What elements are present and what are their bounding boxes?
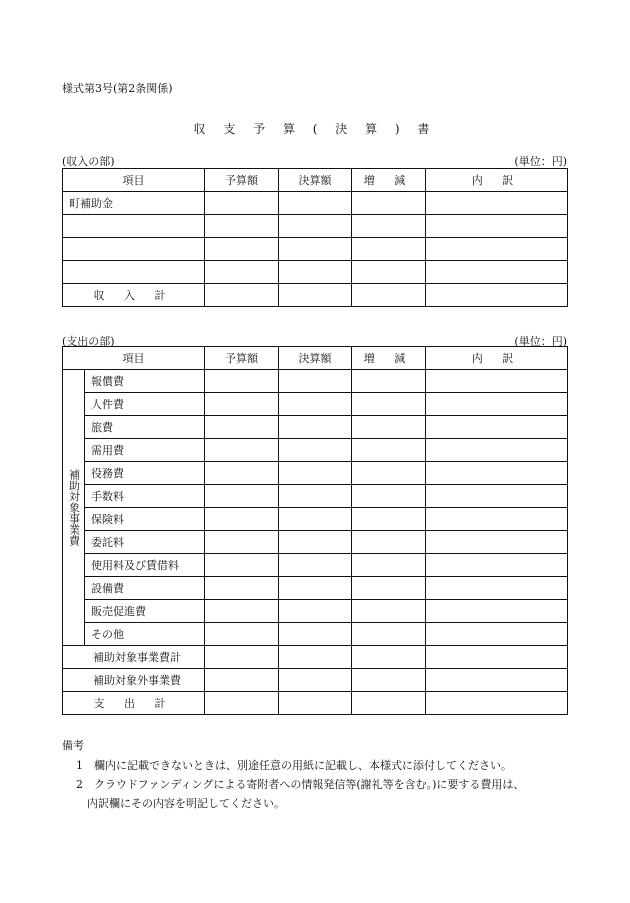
breakdown-cell[interactable] (426, 577, 568, 600)
table-row (63, 577, 568, 600)
breakdown-cell[interactable] (426, 370, 568, 393)
expense-non-target-label: 補助対象外事業費 (63, 669, 205, 692)
col-item-header: 項目 (63, 347, 205, 370)
change-cell[interactable] (352, 692, 426, 715)
change-cell[interactable] (352, 416, 426, 439)
table-row (63, 462, 568, 485)
settlement-cell[interactable] (279, 692, 352, 715)
breakdown-cell[interactable] (426, 238, 568, 261)
change-cell[interactable] (352, 462, 426, 485)
settlement-cell[interactable] (279, 416, 352, 439)
budget-cell[interactable] (205, 238, 279, 261)
table-row (63, 416, 568, 439)
expense-item-cell: 使用料及び賃借料 (85, 554, 205, 577)
settlement-cell[interactable] (279, 485, 352, 508)
change-cell[interactable] (352, 238, 426, 261)
note-number: 1 (76, 759, 83, 772)
table-row (63, 623, 568, 646)
breakdown-cell[interactable] (426, 554, 568, 577)
table-row (63, 261, 568, 284)
expense-header-row (63, 347, 568, 370)
col-settlement-header: 決算額 (279, 169, 352, 192)
expense-table (62, 346, 568, 715)
settlement-cell[interactable] (279, 439, 352, 462)
settlement-cell[interactable] (279, 192, 352, 215)
table-row (63, 508, 568, 531)
col-change-header: 増 減 (352, 347, 426, 370)
settlement-cell[interactable] (279, 370, 352, 393)
budget-cell[interactable] (205, 370, 279, 393)
budget-cell[interactable] (205, 577, 279, 600)
income-section-label: (収入の部) (62, 155, 115, 168)
budget-cell[interactable] (205, 393, 279, 416)
expense-group-label: 補助対象事業費 (63, 370, 85, 646)
breakdown-cell[interactable] (426, 600, 568, 623)
expense-item-cell: 委託料 (85, 531, 205, 554)
breakdown-cell[interactable] (426, 485, 568, 508)
budget-cell[interactable] (205, 485, 279, 508)
note-text: クラウドファンディングによる寄附者への情報発信等(謝礼等を含む。)に要する費用は、 (94, 778, 525, 791)
col-breakdown-header: 内 訳 (426, 347, 568, 370)
settlement-cell[interactable] (279, 577, 352, 600)
budget-cell[interactable] (205, 600, 279, 623)
change-cell[interactable] (352, 577, 426, 600)
income-total-row (63, 284, 568, 307)
income-item-cell[interactable] (63, 215, 205, 238)
expense-item-cell: 販売促進費 (85, 600, 205, 623)
table-row (63, 600, 568, 623)
breakdown-cell[interactable] (426, 192, 568, 215)
col-settlement-header: 決算額 (279, 347, 352, 370)
breakdown-cell[interactable] (426, 646, 568, 669)
settlement-cell[interactable] (279, 462, 352, 485)
table-row (63, 439, 568, 462)
breakdown-cell[interactable] (426, 261, 568, 284)
income-item-cell: 町補助金 (63, 192, 205, 215)
settlement-cell[interactable] (279, 284, 352, 307)
expense-subtotal-label: 補助対象事業費計 (63, 646, 205, 669)
expense-total-label: 支 出 計 (63, 692, 205, 715)
note-continuation: 内訳欄にその内容を明記してください。 (87, 797, 285, 810)
expense-item-cell: 保険料 (85, 508, 205, 531)
expense-item-cell: 役務費 (85, 462, 205, 485)
expense-item-cell: 需用費 (85, 439, 205, 462)
change-cell[interactable] (352, 623, 426, 646)
col-budget-header: 予算額 (205, 347, 279, 370)
income-table (62, 168, 568, 307)
budget-cell[interactable] (205, 416, 279, 439)
breakdown-cell[interactable] (426, 393, 568, 416)
budget-cell[interactable] (205, 439, 279, 462)
expense-item-cell: 人件費 (85, 393, 205, 416)
table-row (63, 215, 568, 238)
change-cell[interactable] (352, 215, 426, 238)
breakdown-cell[interactable] (426, 508, 568, 531)
change-cell[interactable] (352, 284, 426, 307)
expense-item-cell: その他 (85, 623, 205, 646)
col-breakdown-header: 内 訳 (426, 169, 568, 192)
breakdown-cell[interactable] (426, 669, 568, 692)
change-cell[interactable] (352, 261, 426, 284)
change-cell[interactable] (352, 600, 426, 623)
form-number: 様式第3号(第2条関係) (62, 82, 173, 95)
col-change-header: 増 減 (352, 169, 426, 192)
breakdown-cell[interactable] (426, 284, 568, 307)
settlement-cell[interactable] (279, 261, 352, 284)
breakdown-cell[interactable] (426, 692, 568, 715)
change-cell[interactable] (352, 554, 426, 577)
note-text: 欄内に記載できないときは、別途任意の用紙に記載し、本様式に添付してください。 (94, 759, 512, 772)
budget-cell[interactable] (205, 508, 279, 531)
breakdown-cell[interactable] (426, 623, 568, 646)
breakdown-cell[interactable] (426, 215, 568, 238)
expense-item-cell: 旅費 (85, 416, 205, 439)
budget-cell[interactable] (205, 261, 279, 284)
income-unit-label: (単位：円) (514, 155, 567, 168)
breakdown-cell[interactable] (426, 531, 568, 554)
expense-item-cell: 設備費 (85, 577, 205, 600)
change-cell[interactable] (352, 393, 426, 416)
settlement-cell[interactable] (279, 238, 352, 261)
settlement-cell[interactable] (279, 393, 352, 416)
notes-heading: 備考 (62, 739, 84, 752)
change-cell[interactable] (352, 646, 426, 669)
expense-item-cell: 手数料 (85, 485, 205, 508)
expense-unit-label: (単位：円) (514, 335, 567, 348)
settlement-cell[interactable] (279, 623, 352, 646)
budget-cell[interactable] (205, 192, 279, 215)
change-cell[interactable] (352, 531, 426, 554)
expense-subtotal-row (63, 646, 568, 669)
expense-section-label: (支出の部) (62, 335, 115, 348)
note-item (76, 757, 512, 773)
col-item-header: 項目 (63, 169, 205, 192)
settlement-cell[interactable] (279, 531, 352, 554)
change-cell[interactable] (352, 669, 426, 692)
income-header-row (63, 169, 568, 192)
table-row (63, 554, 568, 577)
budget-cell[interactable] (205, 692, 279, 715)
expense-non-target-row (63, 669, 568, 692)
settlement-cell[interactable] (279, 669, 352, 692)
settlement-cell[interactable] (279, 215, 352, 238)
table-row (63, 370, 568, 393)
note-number: 2 (76, 778, 83, 791)
breakdown-cell[interactable] (426, 462, 568, 485)
budget-cell[interactable] (205, 462, 279, 485)
budget-cell[interactable] (205, 623, 279, 646)
document-title: 収 支 予 算 ( 決 算 ) 書 (193, 122, 437, 136)
budget-cell[interactable] (205, 531, 279, 554)
budget-cell[interactable] (205, 669, 279, 692)
budget-cell[interactable] (205, 215, 279, 238)
table-row (63, 531, 568, 554)
change-cell[interactable] (352, 370, 426, 393)
income-total-label: 収 入 計 (63, 284, 205, 307)
income-item-cell[interactable] (63, 261, 205, 284)
note-item (76, 776, 524, 792)
settlement-cell[interactable] (279, 508, 352, 531)
change-cell[interactable] (352, 439, 426, 462)
budget-cell[interactable] (205, 284, 279, 307)
change-cell[interactable] (352, 485, 426, 508)
budget-cell[interactable] (205, 554, 279, 577)
settlement-cell[interactable] (279, 554, 352, 577)
col-budget-header: 予算額 (205, 169, 279, 192)
settlement-cell[interactable] (279, 646, 352, 669)
breakdown-cell[interactable] (426, 416, 568, 439)
change-cell[interactable] (352, 508, 426, 531)
change-cell[interactable] (352, 192, 426, 215)
expense-total-row (63, 692, 568, 715)
settlement-cell[interactable] (279, 600, 352, 623)
breakdown-cell[interactable] (426, 439, 568, 462)
table-row (63, 393, 568, 416)
table-row (63, 485, 568, 508)
table-row (63, 192, 568, 215)
income-item-cell[interactable] (63, 238, 205, 261)
table-row (63, 238, 568, 261)
expense-item-cell: 報償費 (85, 370, 205, 393)
budget-cell[interactable] (205, 646, 279, 669)
